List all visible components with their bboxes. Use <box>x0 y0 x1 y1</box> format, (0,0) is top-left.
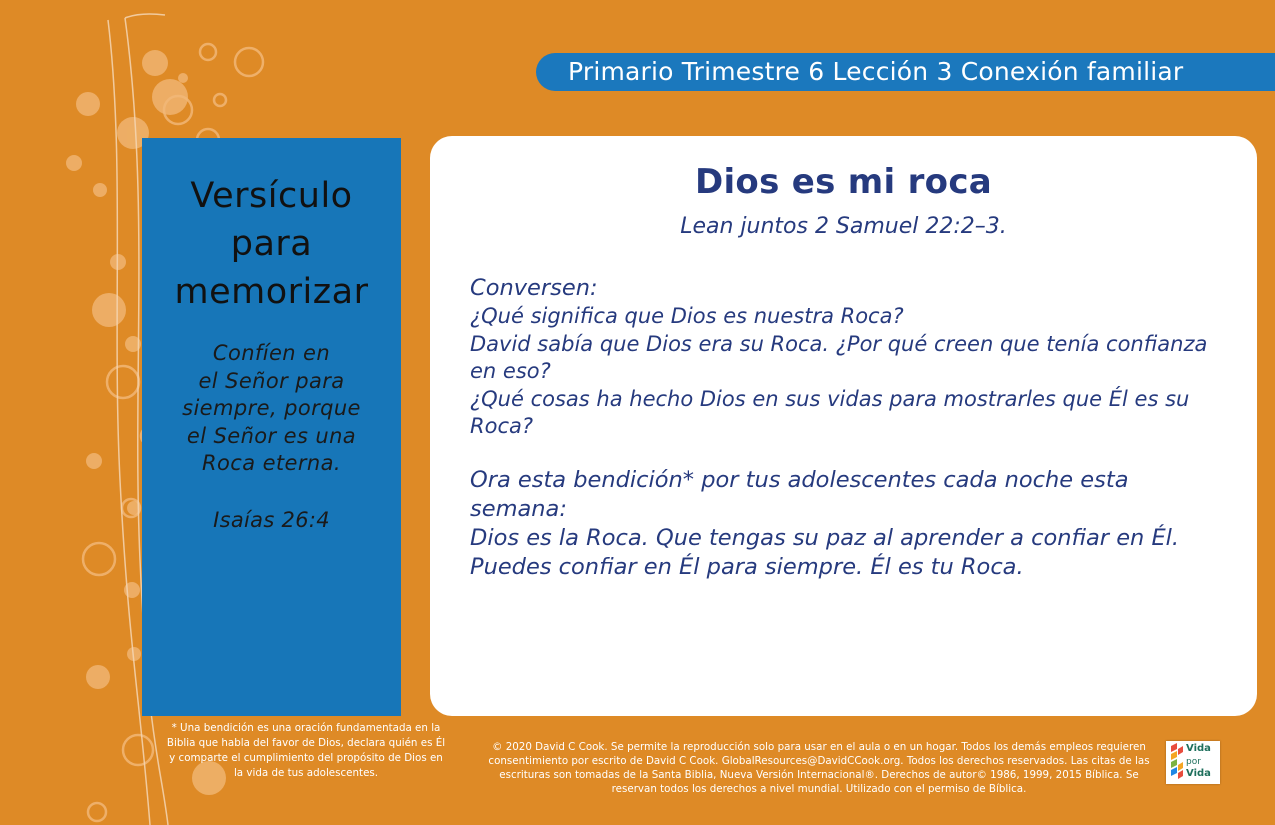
logo-word: por <box>1186 756 1201 767</box>
header-bar <box>536 53 1275 91</box>
blessing-text: Dios es la Roca. Que tengas su paz al aprender a confiar en Él. Puedes confiar en Él para siempre. Él es tu Roca. <box>470 525 1180 580</box>
discussion-section <box>470 274 1220 441</box>
verse-line: Roca eterna. <box>202 451 341 475</box>
discussion-question: David sabía que Dios era su Roca. ¿Por qué creen que tenía confianza en eso? <box>470 331 1208 383</box>
discussion-heading: Conversen: <box>470 275 598 301</box>
discussion-question: ¿Qué cosas ha hecho Dios en sus vidas para mostrarles que Él es su Roca? <box>470 386 1190 438</box>
verse-line: siempre, porque <box>182 396 361 420</box>
memory-verse-panel <box>142 138 401 716</box>
logo-text <box>1186 743 1211 781</box>
copyright-notice: © 2020 David C Cook. Se permite la reproducción solo para usar en el aula o en un hogar. Todos los demás empleos requieren consentimiento por escrito de David C Cook. GlobalResources@DavidCCook.org. Todos los derechos reservados. Las citas de las escrituras son tomadas de la Santa Biblia, Nueva Versión Internacional®. Derechos de autor© 1986, 1999, 2015 Bíblica. Se reservan todos los derechos a nivel mundial. Utilizado con el permiso de Bíblica. <box>488 741 1150 795</box>
verse-line: el Señor para <box>198 368 345 393</box>
discussion-question: ¿Qué significa que Dios es nuestra Roca? <box>470 304 904 328</box>
memory-verse-title-line: para <box>230 224 313 264</box>
memory-verse-title-line: memorizar <box>174 272 369 312</box>
card-title: Dios es mi roca <box>694 162 993 202</box>
verse-reference: Isaías 26:4 <box>213 507 330 532</box>
memory-verse-title-line: Versículo <box>190 176 353 216</box>
lesson-card <box>430 136 1257 716</box>
blessing-section <box>470 466 1220 582</box>
logo-stripes-icon <box>1168 741 1186 784</box>
memory-verse-text <box>142 340 401 478</box>
logo-word: Vida <box>1186 768 1211 779</box>
verse-line: Confíen en <box>212 341 331 365</box>
logo-word: Vida <box>1186 743 1211 754</box>
memory-verse-title <box>142 172 401 316</box>
verse-line: el Señor es una <box>186 423 357 448</box>
footnote: * Una bendición es una oración fundamentada en la Biblia que habla del favor de Dios, declara quién es Él y comparte el cumplimiento del propósito de Dios en la vida de tus adolescentes. <box>166 722 446 779</box>
blessing-heading: Ora esta bendición* por tus adolescentes cada noche esta semana: <box>470 467 1129 522</box>
card-subtitle: Lean juntos 2 Samuel 22:2–3. <box>680 214 1007 239</box>
vida-por-vida-logo <box>1166 741 1220 784</box>
page-title: Primario Trimestre 6 Lección 3 Conexión familiar <box>568 57 1184 86</box>
